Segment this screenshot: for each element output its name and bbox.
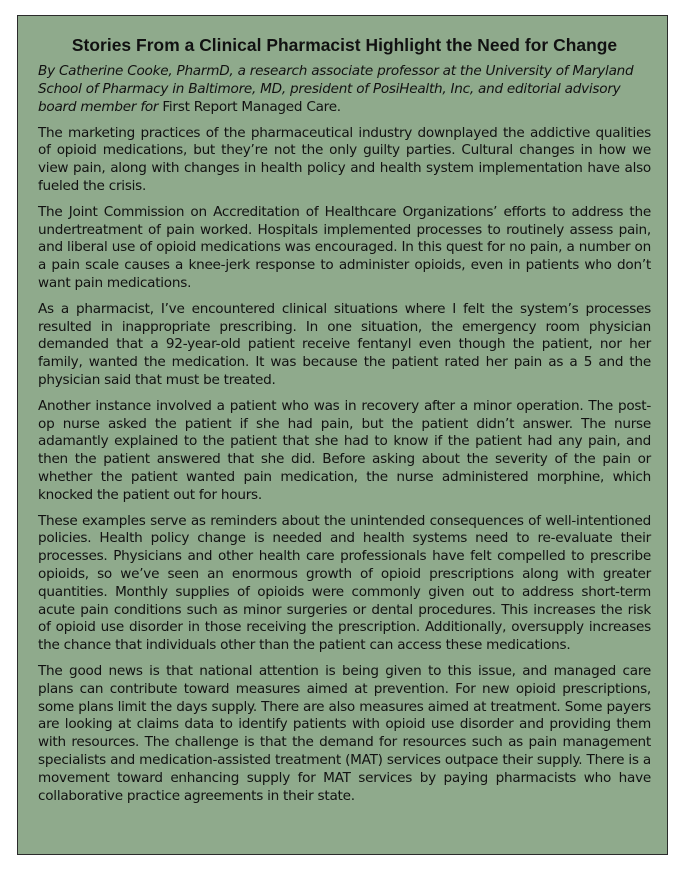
article-byline — [38, 62, 651, 117]
byline-publication-name: First Report Managed Care. — [162, 99, 341, 116]
paragraph-joint-commission: The Joint Commission on Accreditation of Healthcare Organizations’ efforts to address the undertreatment of pain worked. Hospitals implemented processes to routinely assess pain, and liberal use of opioid medications was encouraged. In this quest for no pain, a number on a pain scale causes a knee-jerk response to administer opioids, even in patients who don’t want pain medications. — [38, 203, 651, 291]
article-title: Stories From a Clinical Pharmacist Highlight the Need for Change — [71, 35, 618, 55]
paragraph-good-news: The good news is that national attention is being given to this issue, and managed care plans can contribute toward measures aimed at prevention. For new opioid prescriptions, some plans limit the days supply. There are also measures aimed at treatment. Some payers are looking at claims data to identify patients with opioid use disorder and providing them with resources. The challenge is that the demand for resources such as pain management specialists and medication-assisted treatment (MAT) services outpace their supply. There is a movement toward enhancing supply for MAT services by paying pharmacists who have collaborative practice agreements in their state. — [38, 662, 651, 804]
paragraph-pharmacist-experience: As a pharmacist, I’ve encountered clinical situations where I felt the system’s processes resulted in inappropriate prescribing. In one situation, the emergency room physician demanded that a 92-year-old patient receive fentanyl even though the patient, nor her family, wanted the medication. It was because the patient rated her pain as a 5 and the physician said that must be treated. — [38, 300, 651, 388]
byline-author-info: By Catherine Cooke, PharmD, a research associate professor at the University of Maryland School of Pharmacy in Baltimore, MD, president of PosiHealth, Inc, and editorial advisory board member for — [38, 63, 634, 116]
paragraph-unintended-consequences: These examples serve as reminders about the unintended consequences of well-intentioned policies. Health policy change is needed and health systems need to re-evaluate their processes. Physicians and other health care professionals have felt compelled to prescribe opioids, so we’ve seen an enormous growth of opioid prescriptions along with greater quantities. Monthly supplies of opioids were commonly given out to address short-term acute pain conditions such as minor surgeries or dental procedures. This increases the risk of opioid use disorder in those receiving the prescription. Additionally, oversupply increases the chance that individuals other than the patient can access these medications. — [38, 512, 651, 654]
paragraph-post-op-instance: Another instance involved a patient who was in recovery after a minor operation. The post-op nurse asked the patient if she had pain, but the patient didn’t answer. The nurse adamantly explained to the patient that she had to know if the patient had any pain, and then the patient answered that she did. Before asking about the severity of the pain or whether the patient wanted pain medication, the nurse administered morphine, which knocked the patient out for hours. — [38, 397, 651, 503]
paragraph-marketing-practices: The marketing practices of the pharmaceutical industry downplayed the addictive qualities of opioid medications, but they’re not the only guilty parties. Cultural changes in how we view pain, along with changes in health policy and health system implementation have also fueled the crisis. — [38, 124, 651, 194]
article-sidebar-box — [17, 15, 668, 855]
